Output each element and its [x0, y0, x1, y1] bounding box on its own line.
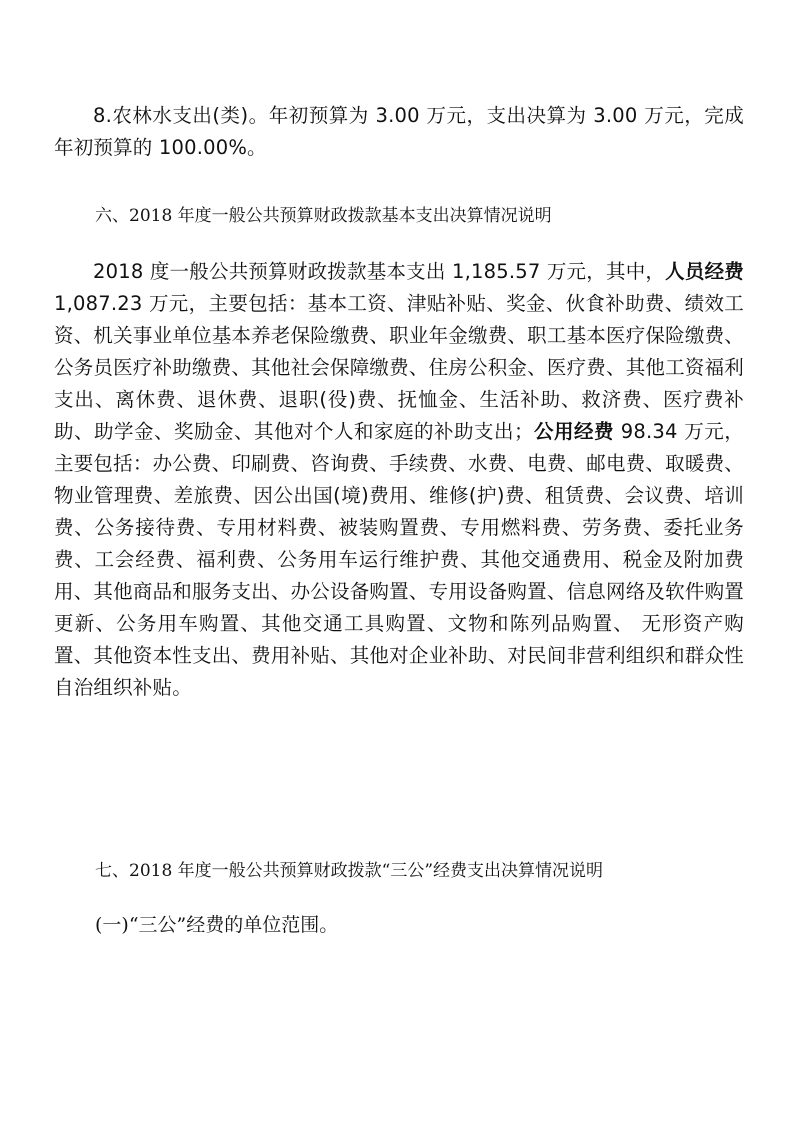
agri-spending-paragraph: 8.农林水支出(类)。年初预算为 3.00 万元，支出决算为 3.00 万元，完成年初预算的 100.00%。 — [54, 104, 744, 159]
section-six-heading: 六、2018 年度一般公共预算财政拨款基本支出决算情况说明 — [95, 206, 552, 226]
basic-spending-paragraph — [54, 256, 744, 704]
sub-heading-one: (一)“三公”经费的单位范围。 — [95, 914, 339, 936]
public-funds-text: 98.34 万元，主要包括：办公费、印刷费、咨询费、手续费、水费、电费、邮电费、取暖费、物业管理费、差旅费、因公出国(境)费用、维修(护)费、租赁费、会议费、培训费、公务接待费、专用材料费、被装购置费、专用燃料费、劳务费、委托业务费、工会经费、福利费、公务用车运行维护费、其他交通费用、税金及附加费用、其他商品和服务支出、办公设备购置、专用设备购置、信息网络及软件购置更新、公务用车购置、其他交通工具购置、文物和陈列品购置、 无形资产购置、其他资本性支出、费用补贴、其他对企业补助、对民间非营利组织和群众性自治组织补贴。 — [54, 420, 744, 699]
personnel-funds-text: 1,087.23 万元，主要包括：基本工资、津贴补贴、奖金、伙食补助费、绩效工资、机关事业单位基本养老保险缴费、职业年金缴费、职工基本医疗保险缴费、公务员医疗补助缴费、其他社会保障缴费、住房公积金、医疗费、其他工资福利支出、离休费、退休费、退职(役)费、抚恤金、生活补助、救济费、医疗费补助、助学金、奖励金、其他对个人和家庭的补助支出； — [54, 292, 744, 443]
personnel-funds-label: 人员经费 — [665, 260, 744, 283]
public-funds-label: 公用经费 — [533, 420, 615, 443]
section-seven-heading: 七、2018 年度一般公共预算财政拨款“三公”经费支出决算情况说明 — [95, 861, 604, 881]
basic-spending-intro: 2018 度一般公共预算财政拨款基本支出 1,185.57 万元，其中， — [93, 260, 666, 283]
